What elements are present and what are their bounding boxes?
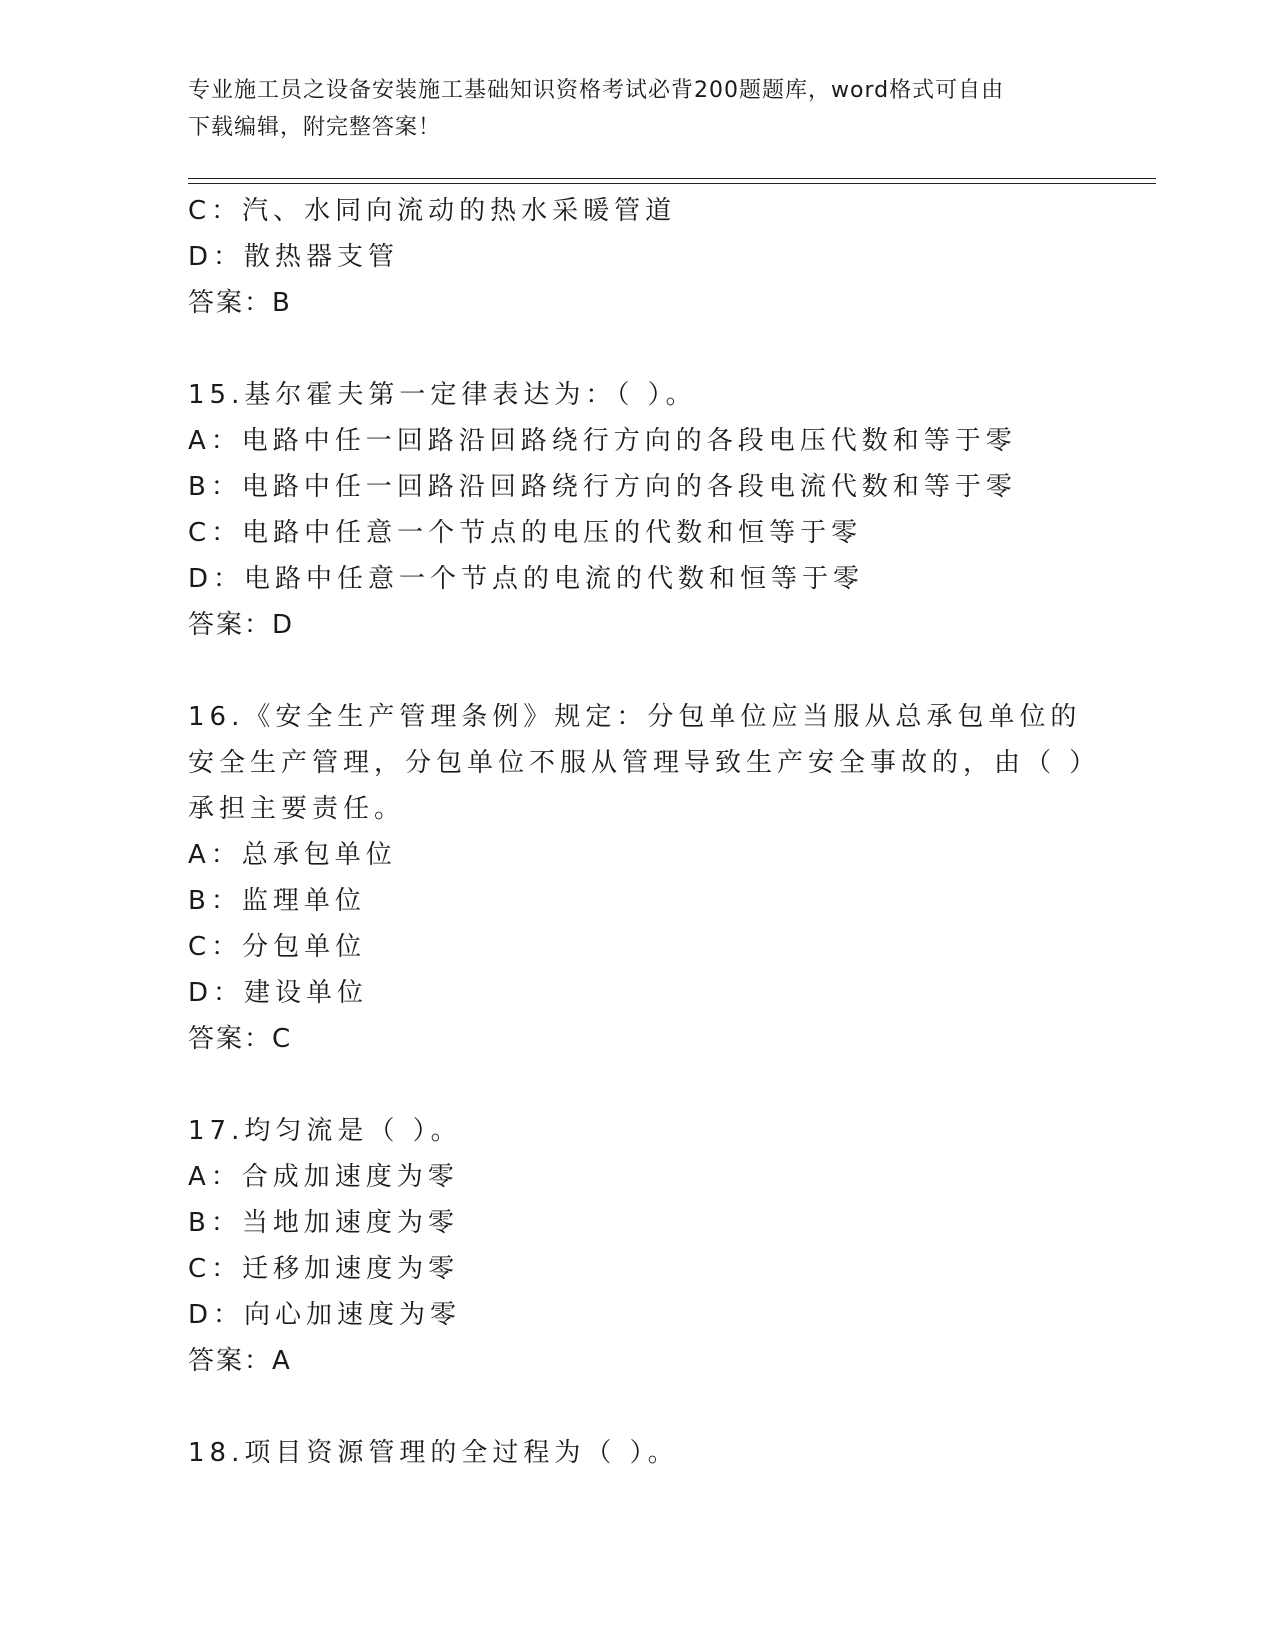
question-15 bbox=[188, 372, 1108, 648]
header-title-line2: 下载编辑，附完整答案！ bbox=[188, 115, 442, 140]
option-a: A：电路中任一回路沿回路绕行方向的各段电压代数和等于零 bbox=[188, 426, 1017, 456]
question-16 bbox=[188, 694, 1108, 1062]
option-d: D：建设单位 bbox=[188, 978, 369, 1008]
answer: 答案：C bbox=[188, 1024, 293, 1054]
question-stem: 17.均匀流是（ ）。 bbox=[188, 1116, 462, 1146]
option-b: B：电路中任一回路沿回路绕行方向的各段电流代数和等于零 bbox=[188, 472, 1017, 502]
header-divider-bottom bbox=[188, 183, 1156, 184]
question-17 bbox=[188, 1108, 1108, 1384]
answer: 答案：B bbox=[188, 288, 292, 318]
document-body bbox=[188, 188, 1108, 1476]
header-title-line1: 专业施工员之设备安装施工基础知识资格考试必背200题题库，word格式可自由 bbox=[188, 78, 1005, 103]
option-c: C：电路中任意一个节点的电压的代数和恒等于零 bbox=[188, 518, 863, 548]
option-a: A：总承包单位 bbox=[188, 840, 397, 870]
answer: 答案：A bbox=[188, 1346, 292, 1376]
question-18 bbox=[188, 1430, 1108, 1476]
question-stem: 15.基尔霍夫第一定律表达为：（ ）。 bbox=[188, 380, 697, 410]
option-d: D：向心加速度为零 bbox=[188, 1300, 462, 1330]
option-c: C：分包单位 bbox=[188, 932, 367, 962]
option-d: D：散热器支管 bbox=[188, 242, 400, 272]
question-14-continued bbox=[188, 188, 1108, 326]
question-stem: 18.项目资源管理的全过程为（ ）。 bbox=[188, 1438, 679, 1468]
header-divider-top bbox=[188, 178, 1156, 179]
option-a: A：合成加速度为零 bbox=[188, 1162, 459, 1192]
option-d: D：电路中任意一个节点的电流的代数和恒等于零 bbox=[188, 564, 865, 594]
document-header bbox=[188, 72, 1068, 146]
answer: 答案：D bbox=[188, 610, 295, 640]
option-c: C：迁移加速度为零 bbox=[188, 1254, 460, 1284]
option-b: B：当地加速度为零 bbox=[188, 1208, 459, 1238]
question-stem: 16.《安全生产管理条例》规定：分包单位应当服从总承包单位的安全生产管理，分包单位不服从管理导致生产安全事故的，由（ ）承担主要责任。 bbox=[188, 702, 1101, 824]
option-b: B：监理单位 bbox=[188, 886, 366, 916]
option-c: C：汽、水同向流动的热水采暖管道 bbox=[188, 196, 677, 226]
